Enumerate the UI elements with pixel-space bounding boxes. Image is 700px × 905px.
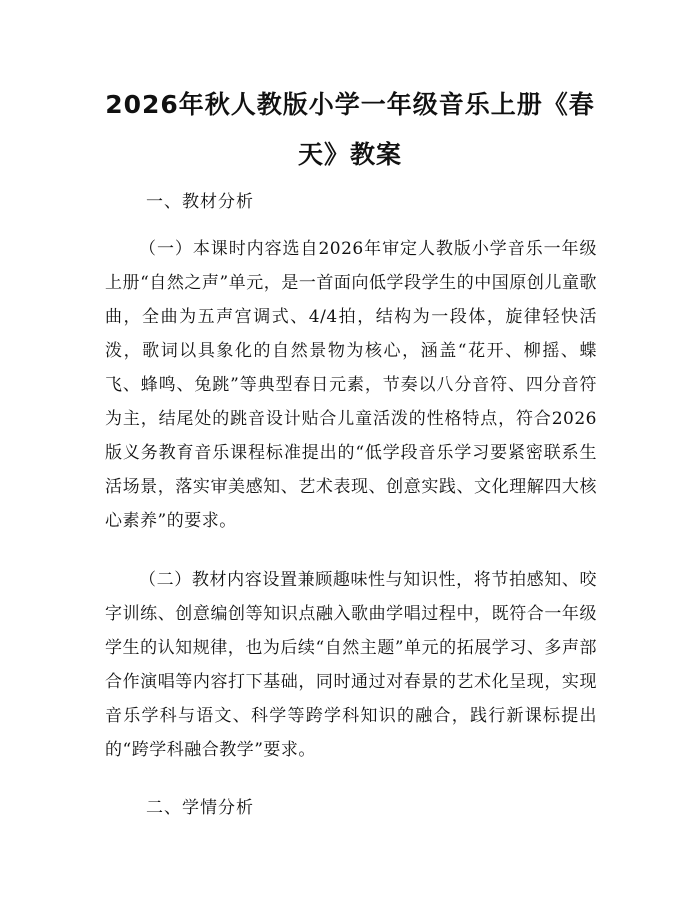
section-heading-textbook-analysis: 一、教材分析 (146, 192, 254, 212)
section-heading-learner-analysis: 二、学情分析 (146, 798, 254, 818)
paragraph-textbook-analysis-1: （一）本课时内容选自2026年审定人教版小学音乐一年级上册“自然之声”单元，是一首面向低学段学生的中国原创儿童歌曲，全曲为五声宫调式、4/4拍，结构为一段体，旋律轻快活泼，歌词以具象化的自然景物为核心，涵盖“花开、柳摇、蝶飞、蜂鸣、兔跳”等典型春日元素，节奏以八分音符、四分音符为主，结尾处的跳音设计贴合儿童活泼的性格特点，符合2026版义务教育音乐课程标准提出的“低学段音乐学习要紧密联系生活场景，落实审美感知、艺术表现、创意实践、文化理解四大核心素养”的要求。 (105, 239, 597, 531)
paragraph-textbook-analysis-2: （二）教材内容设置兼顾趣味性与知识性，将节拍感知、咬字训练、创意编创等知识点融入歌曲学唱过程中，既符合一年级学生的认知规律，也为后续“自然主题”单元的拓展学习、多声部合作演唱等内容打下基础，同时通过对春景的艺术化呈现，实现音乐学科与语文、科学等跨学科知识的融合，践行新课标提出的“跨学科融合教学”要求。 (105, 570, 597, 760)
document-title: 2026年秋人教版小学一年级音乐上册《春天》教案 (105, 90, 595, 169)
